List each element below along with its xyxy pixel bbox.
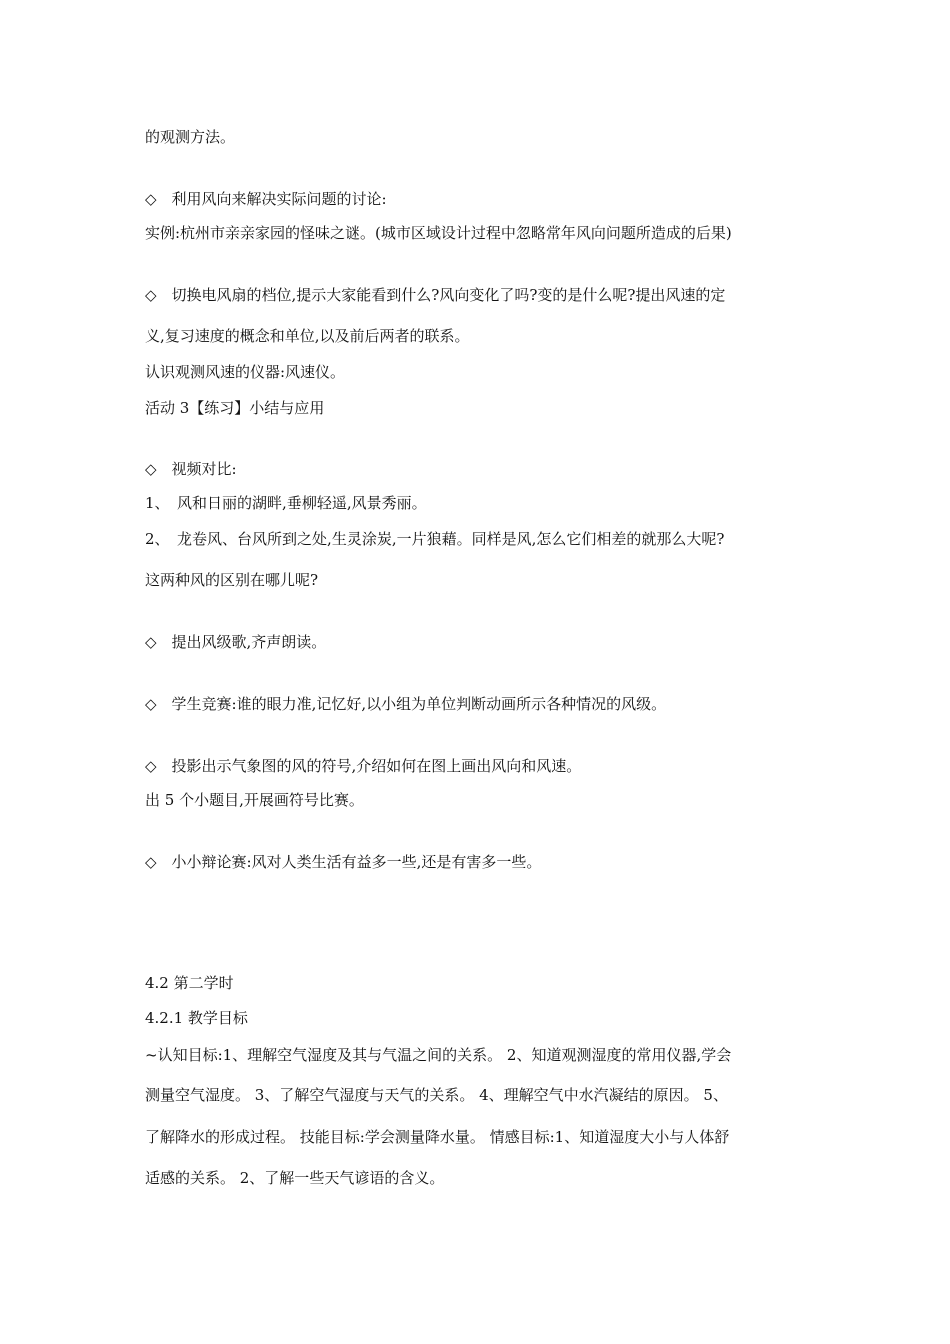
text-line: 这两种风的区别在哪儿呢? — [145, 571, 319, 589]
section-heading: 4.2 第二学时 — [145, 974, 234, 992]
text-line: 测量空气湿度。 3、了解空气湿度与天气的关系。 4、理解空气中水汽凝结的原因。 5、 — [145, 1086, 728, 1104]
text-line: 了解降水的形成过程。 技能目标:学会测量降水量。 情感目标:1、知道湿度大小与人体舒 — [145, 1128, 730, 1146]
text-line: ◇ 切换电风扇的档位,提示大家能看到什么?风向变化了吗?变的是什么呢?提出风速的定 — [145, 286, 726, 304]
text-line: ◇ 小小辩论赛:风对人类生活有益多一些,还是有害多一些。 — [145, 853, 542, 871]
text-line: 的观测方法。 — [145, 128, 236, 146]
text-line: ◇ 学生竞赛:谁的眼力准,记忆好,以小组为单位判断动画所示各种情况的风级。 — [145, 695, 667, 713]
text-line: 适感的关系。 2、了解一些天气谚语的含义。 — [145, 1169, 445, 1187]
text-line: ◇ 投影出示气象图的风的符号,介绍如何在图上画出风向和风速。 — [145, 757, 582, 775]
section-heading: 活动 3【练习】小结与应用 — [145, 399, 325, 417]
list-item: 1、 风和日丽的湖畔,垂柳轻遥,风景秀丽。 — [145, 494, 427, 512]
text-line: ◇ 利用风向来解决实际问题的讨论: — [145, 190, 387, 208]
text-line: 实例:杭州市亲亲家园的怪味之谜。(城市区域设计过程中忽略常年风向问题所造成的后果) — [145, 224, 732, 242]
subsection-heading: 4.2.1 教学目标 — [145, 1009, 248, 1027]
text-line: ~认知目标:1、理解空气湿度及其与气温之间的关系。 2、知道观测湿度的常用仪器,学会 — [145, 1046, 732, 1064]
text-line: 出 5 个小题目,开展画符号比赛。 — [145, 791, 364, 809]
text-line: ◇ 提出风级歌,齐声朗读。 — [145, 633, 327, 651]
list-item: 2、 龙卷风、台风所到之处,生灵涂炭,一片狼藉。同样是风,怎么它们相差的就那么大呢? — [145, 530, 725, 548]
text-line: 认识观测风速的仪器:风速仪。 — [145, 363, 346, 381]
text-line: ◇ 视频对比: — [145, 460, 237, 478]
text-line: 义,复习速度的概念和单位,以及前后两者的联系。 — [145, 327, 470, 345]
